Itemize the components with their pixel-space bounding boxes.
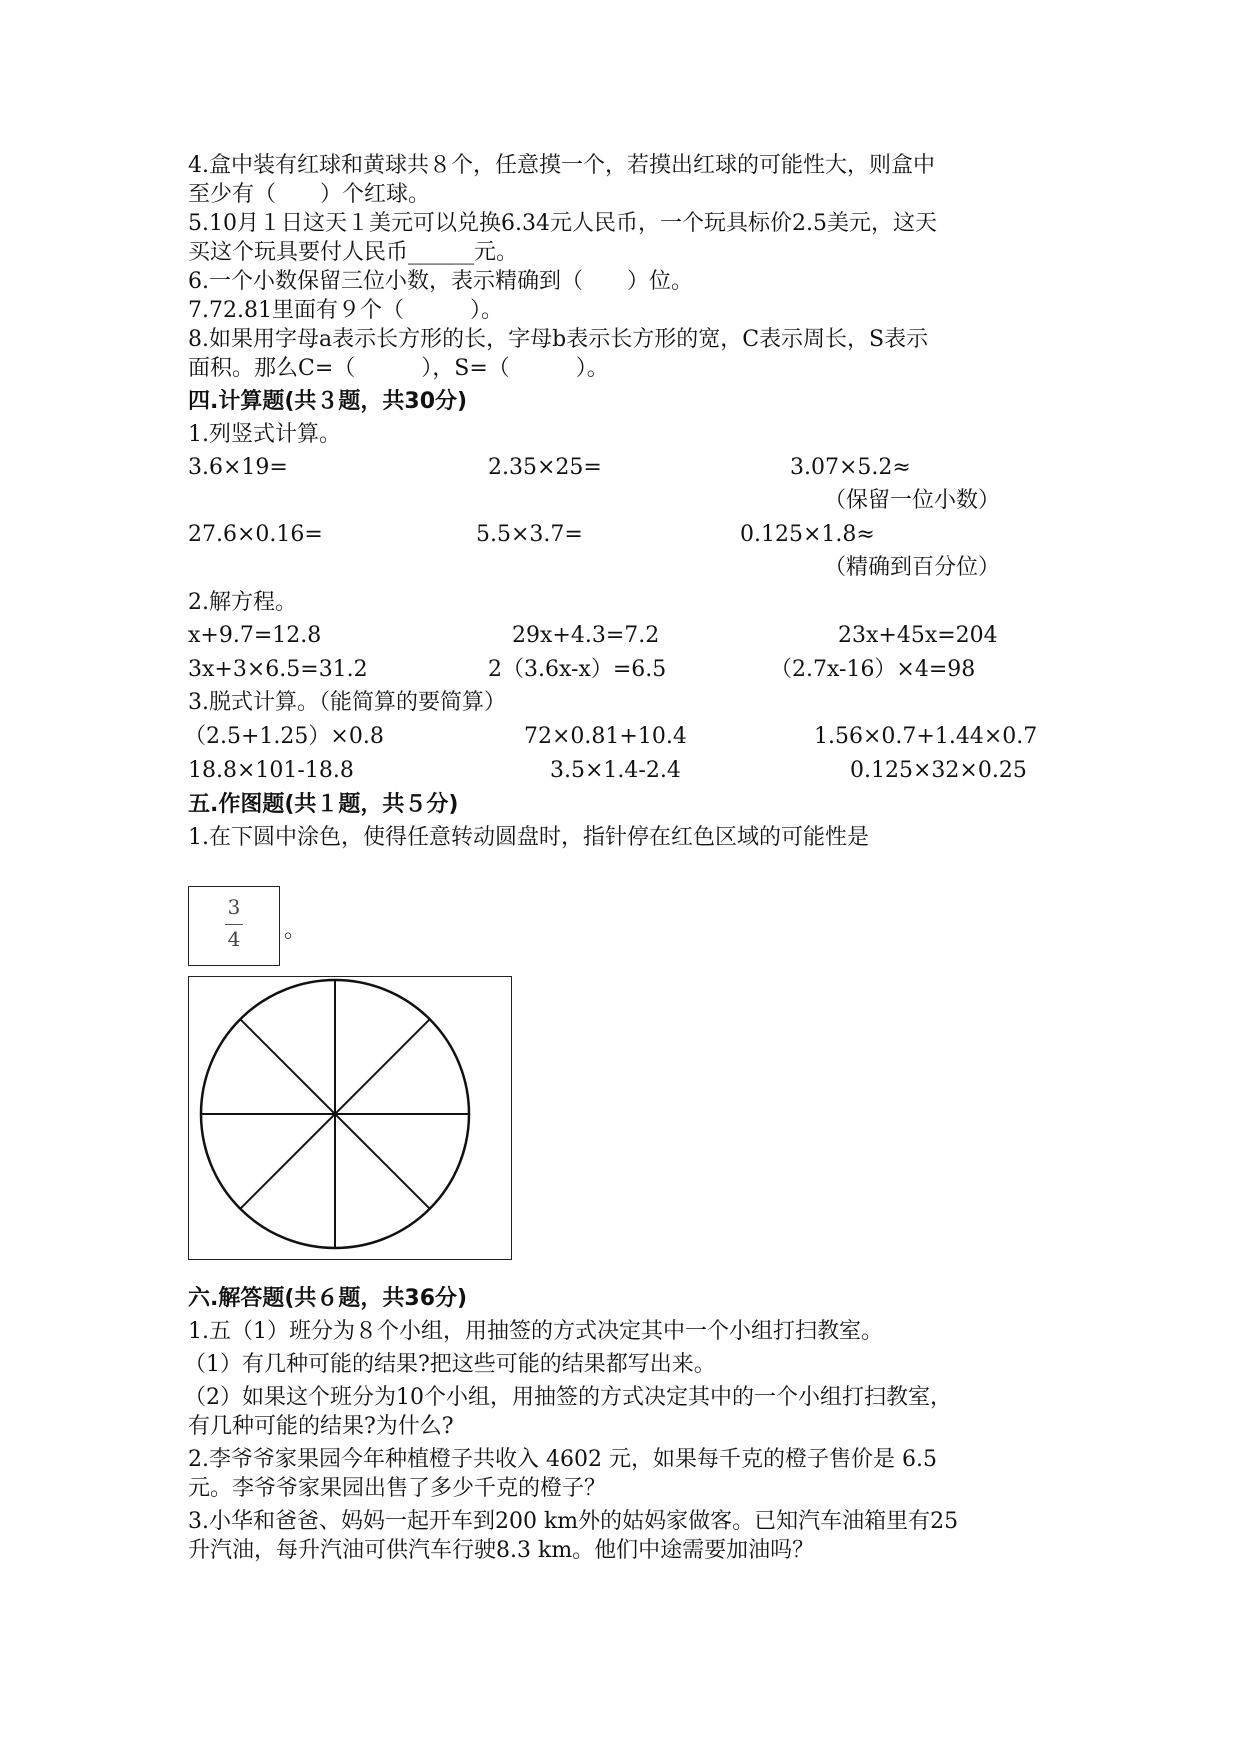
expression-item: 18.8×101-18.8: [188, 758, 354, 783]
section-6-question-3-line-1: 3.小华和爸爸、妈妈一起开车到200 km外的姑妈家做客。已知汽车油箱里有25: [188, 1509, 959, 1534]
calc-note: （精确到百分位）: [824, 555, 1001, 580]
question-7: 7.72.81里面有９个（ ）。: [188, 298, 503, 323]
spinner-circle-svg: [189, 977, 511, 1259]
fraction-image: [188, 886, 280, 966]
equation-item: 3x+3×6.5=31.2: [188, 657, 368, 682]
equation-item: 23x+45x=204: [838, 623, 998, 648]
question-4-line-2: 至少有（ ）个红球。: [188, 182, 431, 207]
question-8-line-1: 8.如果用字母a表示长方形的长，字母b表示长方形的宽，C表示周长，S表示: [188, 327, 929, 352]
section-6-question-2-line-1: 2.李爷爷家果园今年种植橙子共收入 4602 元，如果每千克的橙子售价是 6.5: [188, 1447, 937, 1472]
section-4-question-3: 3.脱式计算。（能简算的要简算）: [188, 690, 506, 715]
section-6-question-1-sub-2-line-2: 有几种可能的结果?为什么?: [188, 1414, 454, 1439]
calc-item: 3.6×19=: [188, 455, 288, 480]
section-6-question-1: 1.五（1）班分为８个小组，用抽签的方式决定其中一个小组打扫教室。: [188, 1319, 883, 1344]
fraction-bar: [225, 924, 243, 925]
equation-item: （2.7x-16）×4=98: [770, 657, 976, 682]
expression-item: 1.56×0.7+1.44×0.7: [814, 724, 1038, 749]
section-5-heading: 五.作图题(共１题，共５分): [188, 792, 459, 817]
section-5-question-1: 1.在下圆中涂色，使得任意转动圆盘时，指针停在红色区域的可能性是: [188, 825, 869, 850]
expression-item: 0.125×32×0.25: [850, 758, 1027, 783]
calc-item: 2.35×25=: [488, 455, 602, 480]
expression-item: 3.5×1.4-2.4: [550, 758, 681, 783]
calc-item: 27.6×0.16=: [188, 522, 323, 547]
calc-item: 3.07×5.2≈: [790, 455, 911, 480]
calc-item: 0.125×1.8≈: [740, 522, 875, 547]
section-4-heading: 四.计算题(共３题，共30分): [188, 389, 468, 414]
question-4-line-1: 4.盒中装有红球和黄球共８个，任意摸一个，若摸出红球的可能性大，则盒中: [188, 153, 935, 178]
section-4-question-2: 2.解方程。: [188, 590, 297, 615]
calc-item: 5.5×3.7=: [476, 522, 583, 547]
section-6-question-3-line-2: 升汽油，每升汽油可供汽车行驶8.3 km。他们中途需要加油吗？: [188, 1538, 815, 1563]
section-6-question-1-sub-1: （1）有几种可能的结果?把这些可能的结果都写出来。: [184, 1352, 716, 1377]
equation-item: x+9.7=12.8: [188, 623, 322, 648]
calc-note: （保留一位小数）: [824, 488, 1001, 513]
equation-item: 2（3.6x-x）=6.5: [488, 657, 667, 682]
question-6: 6.一个小数保留三位小数，表示精确到（ ）位。: [188, 269, 693, 294]
section-6-question-2-line-2: 元。李爷爷家果园出售了多少千克的橙子？: [188, 1476, 607, 1501]
equation-item: 29x+4.3=7.2: [512, 623, 660, 648]
section-6-question-1-sub-2-line-1: （2）如果这个班分为10个小组，用抽签的方式决定其中的一个小组打扫教室，: [184, 1385, 952, 1410]
question-8-line-2: 面积。那么C=（ ），S=（ ）。: [188, 356, 609, 381]
fraction-suffix: 。: [284, 918, 307, 943]
question-5-line-1: 5.10月１日这天１美元可以兑换6.34元人民币，一个玩具标价2.5美元，这天: [188, 211, 937, 236]
spinner-figure: [188, 976, 512, 1260]
expression-item: （2.5+1.25）×0.8: [184, 724, 384, 749]
fraction-denominator: 4: [227, 927, 241, 951]
expression-item: 72×0.81+10.4: [524, 724, 687, 749]
question-5-line-2: 买这个玩具要付人民币______元。: [188, 240, 519, 265]
section-6-heading: 六.解答题(共６题，共36分): [188, 1286, 468, 1311]
fraction-numerator: 3: [227, 895, 241, 919]
section-4-question-1: 1.列竖式计算。: [188, 422, 341, 447]
